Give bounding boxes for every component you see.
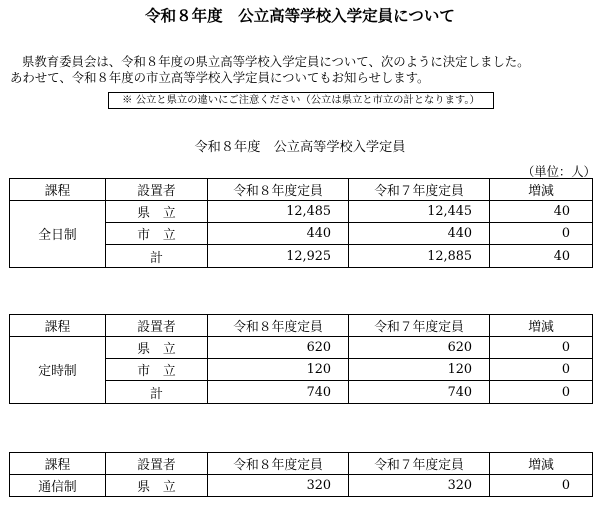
page-title: 令和８年度 公立高等学校入学定員について bbox=[145, 7, 455, 25]
header-diff: 増減 bbox=[490, 179, 593, 201]
header-r8: 令和８年度定員 bbox=[208, 453, 349, 475]
diff-cell: 0 bbox=[490, 336, 593, 358]
quota-table-correspondence bbox=[9, 452, 593, 497]
r8-cell: 440 bbox=[208, 222, 349, 244]
header-founder: 設置者 bbox=[106, 315, 208, 337]
header-r8: 令和８年度定員 bbox=[208, 179, 349, 201]
header-founder: 設置者 bbox=[106, 179, 208, 201]
r7-cell: 440 bbox=[349, 222, 490, 244]
founder-cell: 計 bbox=[106, 245, 208, 267]
header-course: 課程 bbox=[10, 315, 106, 337]
course-cell: 通信制 bbox=[10, 474, 106, 496]
table-title: 令和８年度 公立高等学校入学定員 bbox=[194, 140, 406, 155]
r8-cell: 620 bbox=[208, 336, 349, 358]
course-cell: 全日制 bbox=[10, 200, 106, 267]
r7-cell: 12,885 bbox=[349, 245, 490, 267]
header-r8: 令和８年度定員 bbox=[208, 315, 349, 337]
course-cell: 定時制 bbox=[10, 336, 106, 403]
header-r7: 令和７年度定員 bbox=[349, 315, 490, 337]
intro-line-1: 県教育委員会は、令和８年度の県立高等学校入学定員について、次のように決定しました。 bbox=[22, 54, 530, 69]
header-founder: 設置者 bbox=[106, 453, 208, 475]
diff-cell: 0 bbox=[490, 381, 593, 403]
table-header-row bbox=[10, 315, 593, 337]
founder-cell: 県 立 bbox=[106, 474, 208, 496]
r7-cell: 12,445 bbox=[349, 200, 490, 222]
founder-cell: 市 立 bbox=[106, 222, 208, 244]
r7-cell: 120 bbox=[349, 358, 490, 380]
notice-box: ※ 公立と県立の違いにご注意ください（公立は県立と市立の計となります。） bbox=[108, 92, 494, 109]
intro-line-2: あわせて、令和８年度の市立高等学校入学定員についてもお知らせします。 bbox=[10, 70, 430, 85]
r8-cell: 12,485 bbox=[208, 200, 349, 222]
table-header-row bbox=[10, 453, 593, 475]
diff-cell: 40 bbox=[490, 245, 593, 267]
table-row bbox=[10, 336, 593, 358]
intro-text bbox=[10, 54, 530, 86]
header-r7: 令和７年度定員 bbox=[349, 179, 490, 201]
r7-cell: 620 bbox=[349, 336, 490, 358]
quota-table-parttime bbox=[9, 314, 593, 404]
diff-cell: 0 bbox=[490, 222, 593, 244]
r8-cell: 120 bbox=[208, 358, 349, 380]
r8-cell: 320 bbox=[208, 474, 349, 496]
unit-label: （単位：人） bbox=[522, 165, 596, 179]
r7-cell: 320 bbox=[349, 474, 490, 496]
diff-cell: 0 bbox=[490, 358, 593, 380]
quota-table-fulltime bbox=[9, 178, 593, 268]
header-r7: 令和７年度定員 bbox=[349, 453, 490, 475]
table-row bbox=[10, 474, 593, 496]
table-row bbox=[10, 200, 593, 222]
header-diff: 増減 bbox=[490, 453, 593, 475]
header-course: 課程 bbox=[10, 179, 106, 201]
r7-cell: 740 bbox=[349, 381, 490, 403]
founder-cell: 計 bbox=[106, 381, 208, 403]
table-header-row bbox=[10, 179, 593, 201]
diff-cell: 40 bbox=[490, 200, 593, 222]
founder-cell: 県 立 bbox=[106, 336, 208, 358]
header-course: 課程 bbox=[10, 453, 106, 475]
r8-cell: 12,925 bbox=[208, 245, 349, 267]
founder-cell: 市 立 bbox=[106, 358, 208, 380]
founder-cell: 県 立 bbox=[106, 200, 208, 222]
r8-cell: 740 bbox=[208, 381, 349, 403]
header-diff: 増減 bbox=[490, 315, 593, 337]
diff-cell: 0 bbox=[490, 474, 593, 496]
